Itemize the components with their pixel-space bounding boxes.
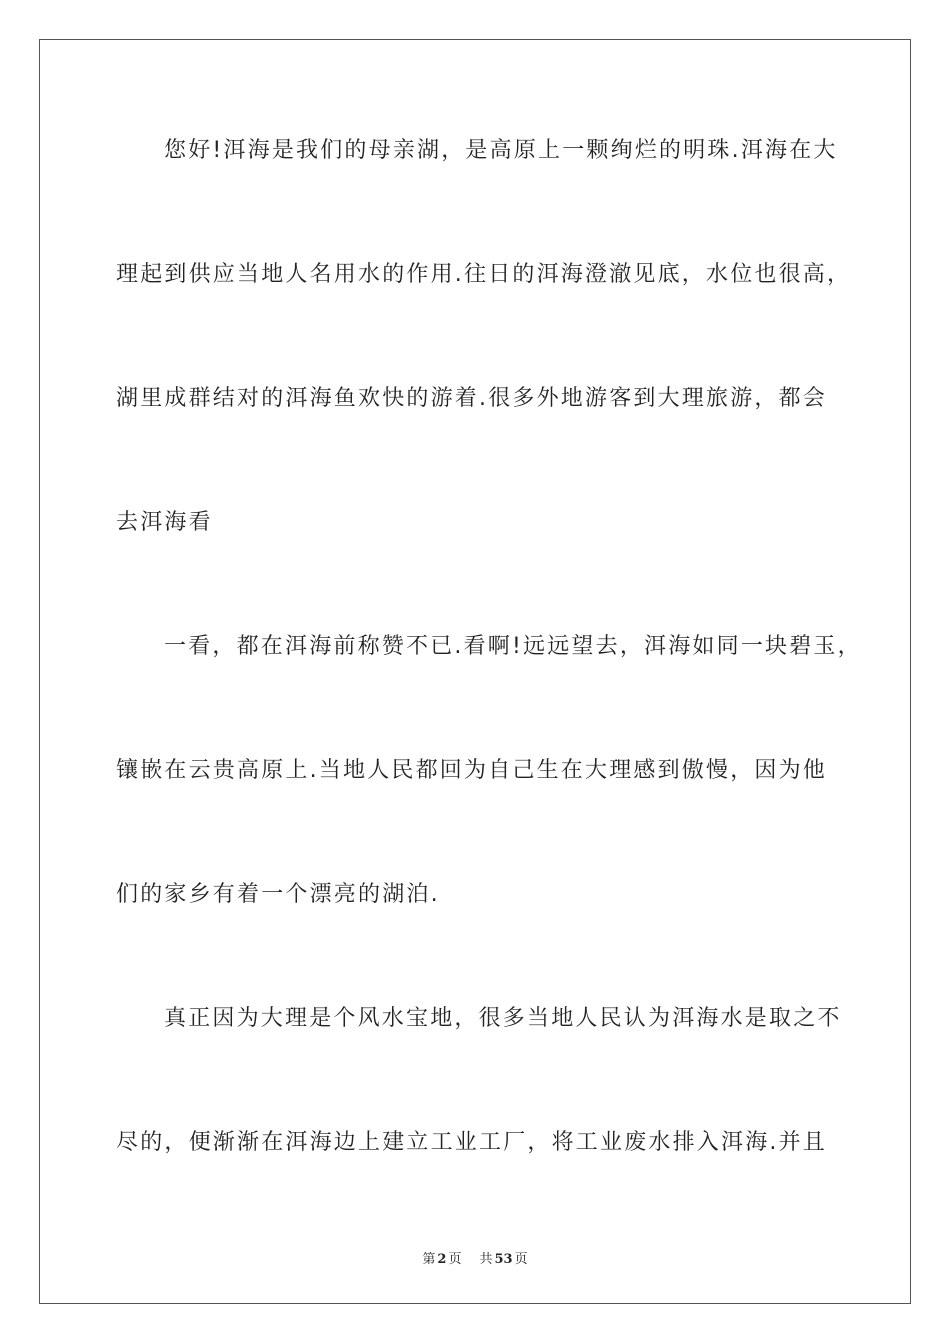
total-prefix: 共 (479, 1252, 493, 1267)
page-footer (0, 1248, 950, 1267)
paragraph-1-line-4: 去洱海看 (116, 510, 213, 535)
page-suffix: 页 (448, 1252, 462, 1267)
total-suffix: 页 (514, 1252, 528, 1267)
paragraph-1-line-3: 湖里成群结对的洱海鱼欢快的游着.很多外地游客到大理旅游，都会 (116, 386, 827, 411)
paragraph-1-line-2: 理起到供应当地人名用水的作用.往日的洱海澄澈见底，水位也很高， (116, 262, 852, 287)
total-pages: 53 (494, 1252, 513, 1267)
page-number: 2 (437, 1252, 447, 1267)
page-prefix: 第 (422, 1252, 436, 1267)
paragraph-3-line-2: 尽的，便渐渐在洱海边上建立工业工厂，将工业废水排入洱海.并且 (116, 1130, 827, 1155)
paragraph-2-line-1: 一看，都在洱海前称赞不已.看啊!远远望去，洱海如同一块碧玉， (164, 634, 862, 659)
paragraph-1-line-1: 您好!洱海是我们的母亲湖，是高原上一颗绚烂的明珠.洱海在大 (164, 138, 838, 163)
paragraph-2-line-3: 们的家乡有着一个漂亮的湖泊. (116, 882, 440, 907)
paragraph-3-line-1: 真正因为大理是个风水宝地，很多当地人民认为洱海水是取之不 (164, 1006, 842, 1031)
page-frame (39, 39, 911, 1304)
paragraph-2-line-2: 镶嵌在云贵高原上.当地人民都回为自己生在大理感到傲慢，因为他 (116, 758, 827, 783)
